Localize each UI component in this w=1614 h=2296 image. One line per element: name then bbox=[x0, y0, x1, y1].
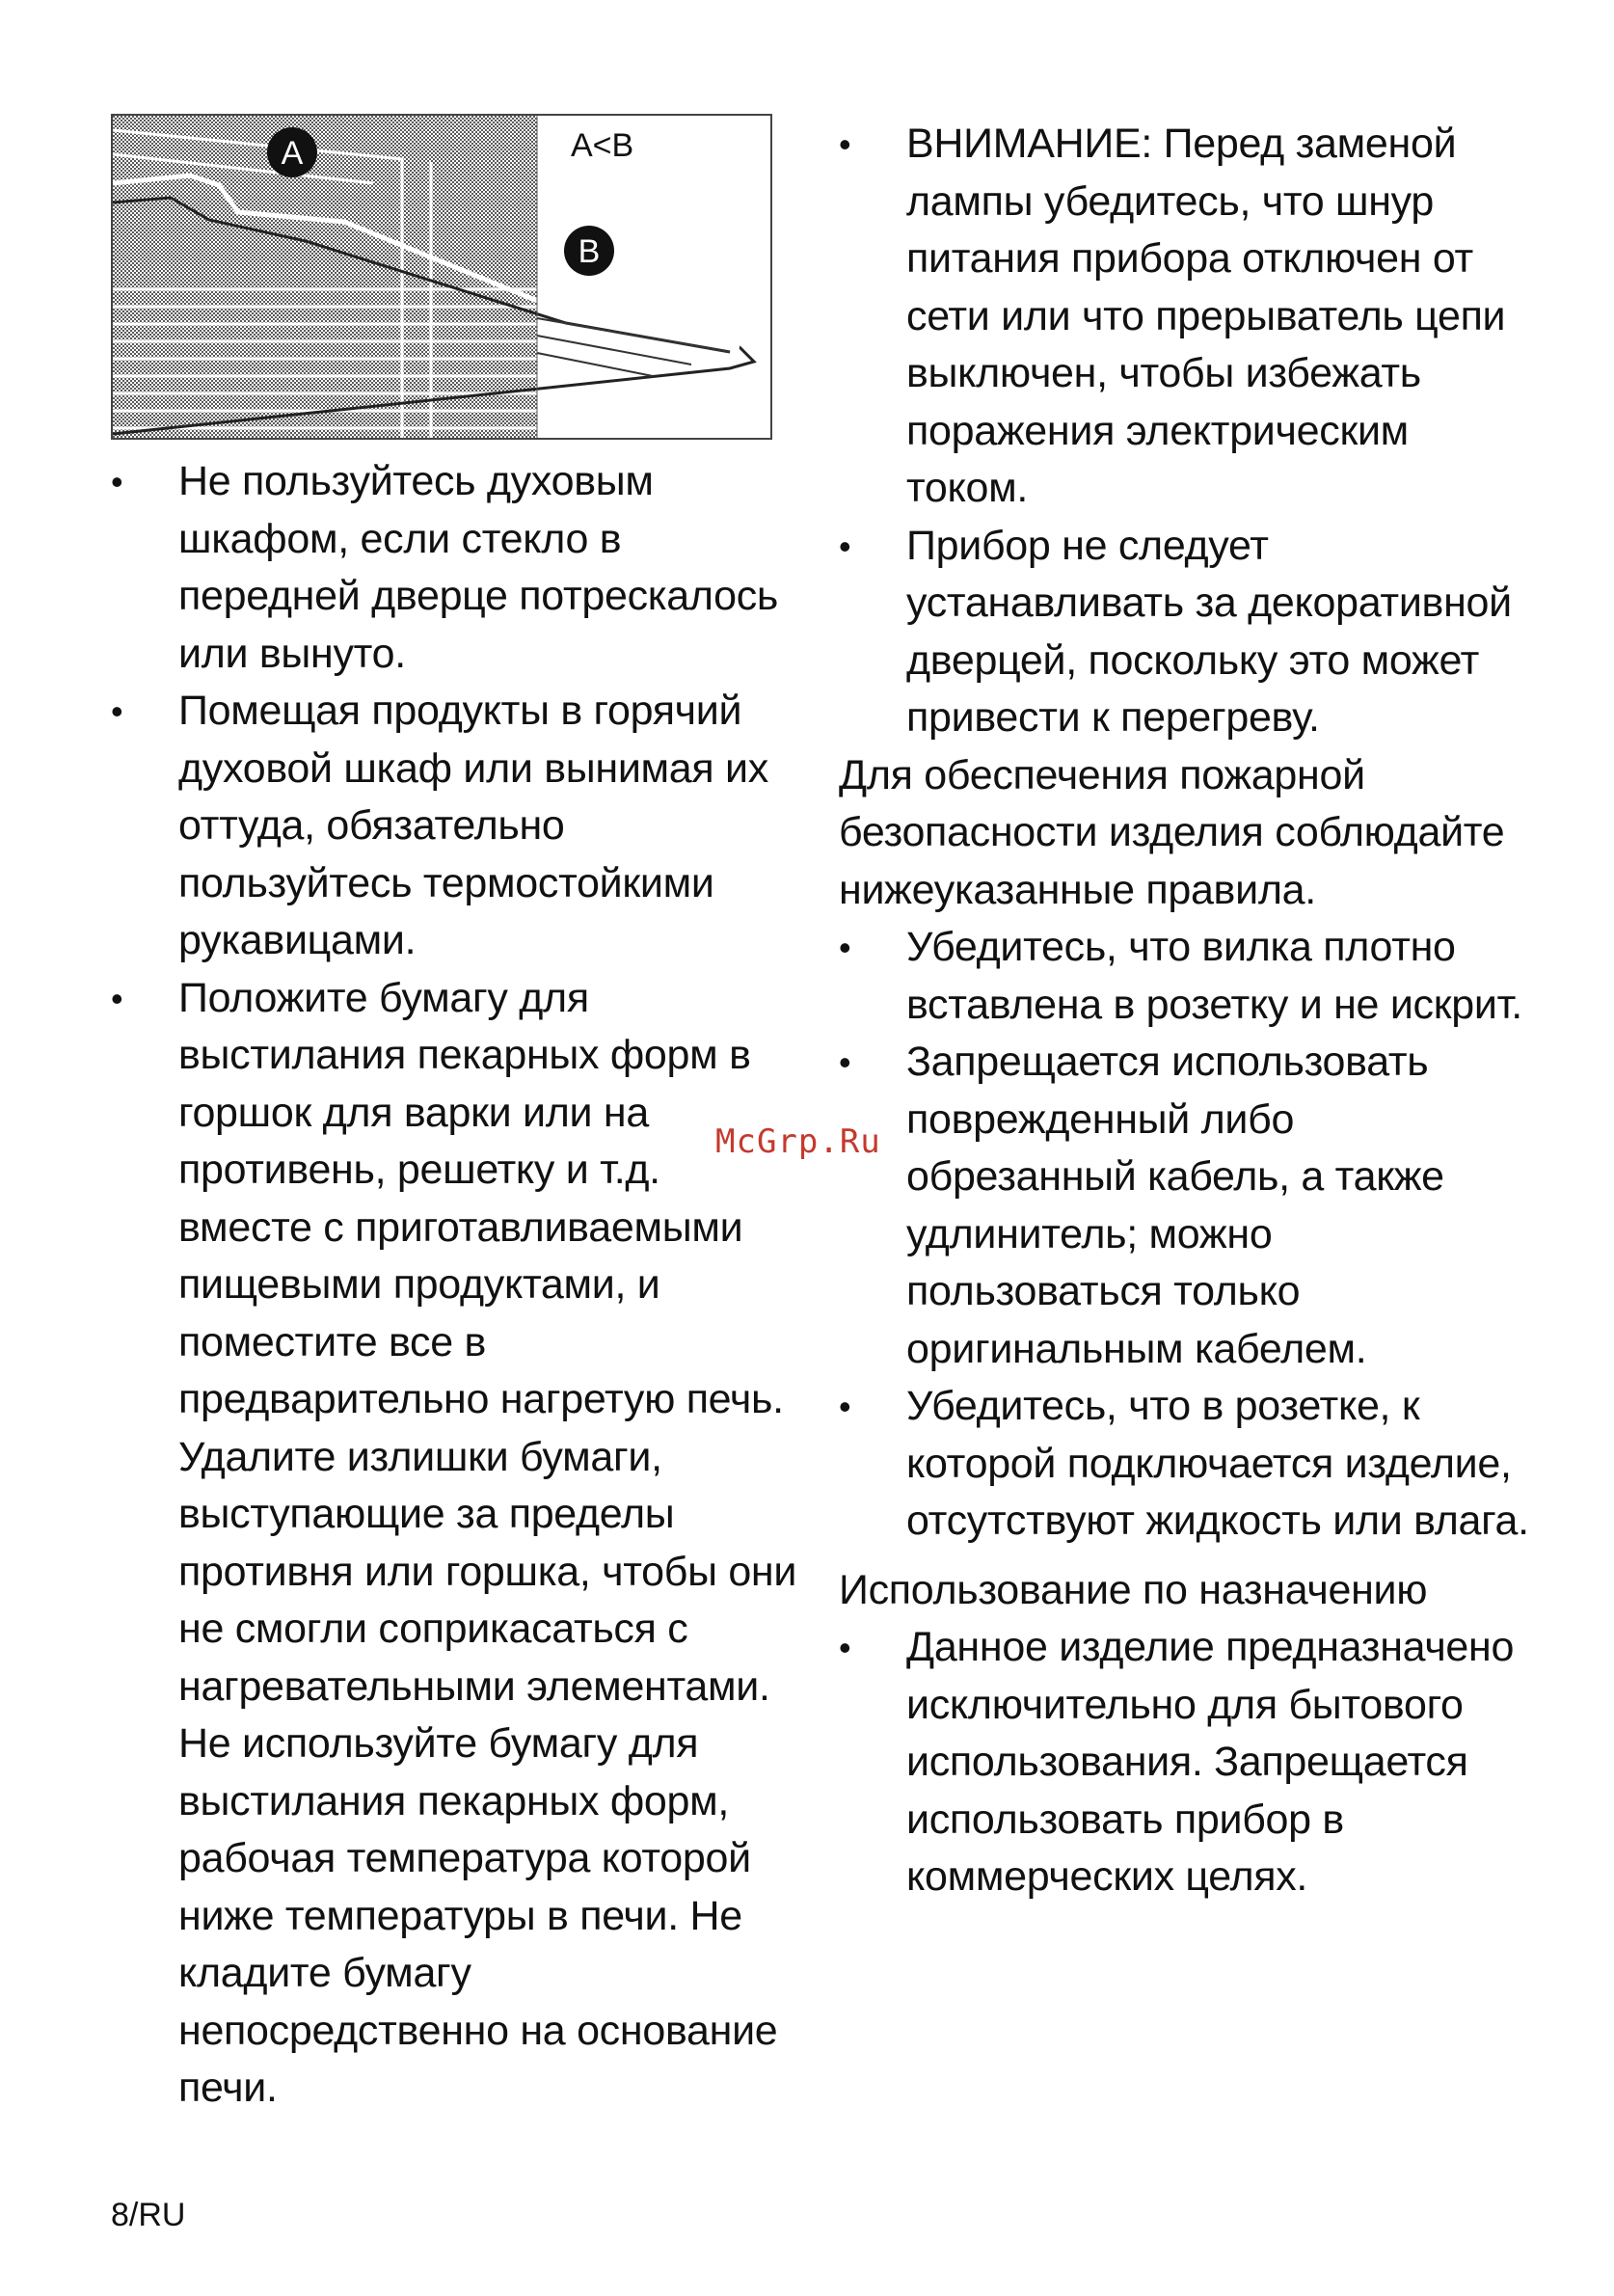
fire-safety-bullet-list bbox=[839, 919, 1533, 1551]
list-item: • Помещая продукты в горячий духовой шкаф или вынимая их оттуда, обязательно пользуйтесь термостойкими рукавицами. bbox=[111, 683, 805, 970]
warning-bullet-list bbox=[839, 116, 1533, 747]
figure-caption: A<B bbox=[571, 127, 634, 164]
intended-use-heading: Использование по назначению bbox=[839, 1566, 1428, 1613]
list-item: • Прибор не следует устанавливать за декоративной дверцей, поскольку это может привести к перегреву. bbox=[839, 518, 1533, 747]
fire-safety-intro: Для обеспечения пожарной безопасности изделия соблюдайте нижеуказанные правила. bbox=[839, 751, 1505, 913]
list-item: • Убедитесь, что в розетке, к которой подключается изделие, отсутствуют жидкость или влага. bbox=[839, 1378, 1533, 1551]
list-item: • Данное изделие предназначено исключительно для бытового использования. Запрещается использовать прибор в коммерческих целях. bbox=[839, 1619, 1533, 1906]
intended-use-bullet-list bbox=[839, 1619, 1533, 1906]
page-number: 8/RU bbox=[111, 2197, 186, 2233]
list-item: • Положите бумагу для выстилания пекарных форм в горшок для варки или на противень, решетку и т.д. вместе с приготавливаемыми пищевыми продуктами, и поместите все в предварительно нагретую печь. Удалите излишки бумаги, выступающие за пределы противня или горшка, чтобы они не смогли соприкасаться с нагревательными элементами. Не используйте бумагу для выстилания пекарных форм, рабочая температура которой ниже температуры в печи. Не кладите бумагу непосредственно на основание печи. bbox=[111, 970, 805, 2118]
label-a: A bbox=[281, 135, 304, 172]
watermark: McGrp.Ru bbox=[715, 1122, 881, 1161]
list-item: • ВНИМАНИЕ: Перед заменой лампы убедитесь, что шнур питания прибора отключен от сети или что прерыватель цепи выключен, чтобы избежать поражения электрическим током. bbox=[839, 116, 1533, 518]
oven-rack-illustration bbox=[113, 116, 770, 438]
list-item: • Запрещается использовать поврежденный либо обрезанный кабель, а также удлинитель; можно пользоваться только оригинальным кабелем. bbox=[839, 1034, 1533, 1378]
list-item: • Не пользуйтесь духовым шкафом, если стекло в передней дверце потрескалось или вынуто. bbox=[111, 453, 805, 683]
left-column bbox=[111, 114, 805, 2118]
oven-rack-figure bbox=[111, 114, 772, 440]
left-bullet-list bbox=[111, 453, 805, 2118]
right-column bbox=[839, 116, 1533, 1906]
label-b: B bbox=[578, 233, 601, 270]
list-item: • Убедитесь, что вилка плотно вставлена в розетку и не искрит. bbox=[839, 919, 1533, 1034]
